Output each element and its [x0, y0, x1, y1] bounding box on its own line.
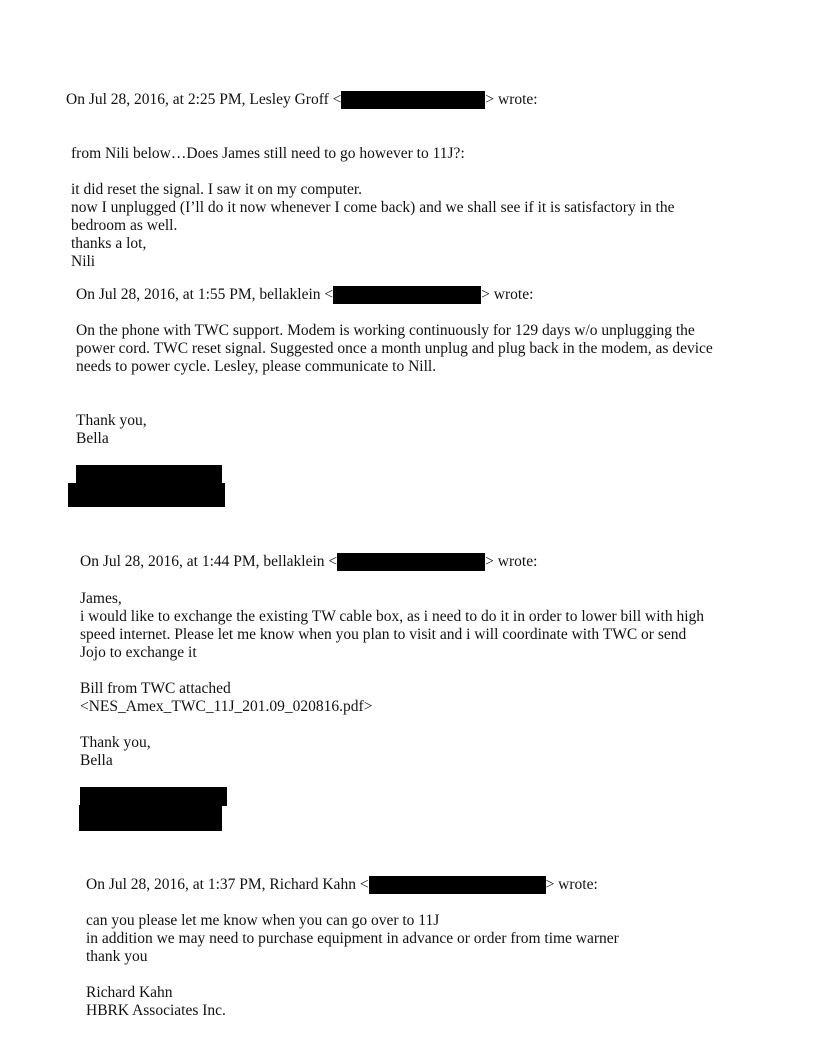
email-header-prefix: On Jul 28, 2016, at 1:44 PM, bellaklein <	[80, 553, 338, 570]
body-line: thank you	[86, 948, 148, 965]
redacted-email-address	[341, 91, 485, 109]
email-header-suffix: > wrote:	[481, 286, 534, 303]
body-line: can you please let me know when you can go over to 11J	[86, 912, 440, 929]
redacted-signature-block	[80, 787, 227, 806]
redacted-email-address	[333, 286, 481, 304]
signature: Bella	[76, 430, 109, 447]
body-line: speed internet. Please let me know when you plan to visit and i will coordinate with TWC or send	[80, 626, 687, 643]
attachment-name[interactable]: <NES_Amex_TWC_11J_201.09_020816.pdf>	[80, 698, 373, 715]
quoted-line: now I unplugged (I’ll do it now whenever I come back) and we shall see if it is satisfactory in the	[71, 199, 675, 216]
email-header-prefix: On Jul 28, 2016, at 2:25 PM, Lesley Groff <	[66, 91, 342, 108]
email-header-prefix: On Jul 28, 2016, at 1:55 PM, bellaklein <	[76, 286, 334, 303]
quoted-line: bedroom as well.	[71, 217, 178, 234]
signature-name: Richard Kahn	[86, 984, 173, 1001]
email-header	[66, 91, 538, 109]
redacted-signature-block	[76, 465, 222, 484]
email-header	[80, 553, 537, 571]
attachment-note: Bill from TWC attached	[80, 680, 231, 697]
body-line: i would like to exchange the existing TW cable box, as i need to do it in order to lower bill with high	[80, 608, 705, 625]
email-intro: from Nili below…Does James still need to go however to 11J?:	[71, 145, 465, 162]
email-header	[76, 286, 533, 304]
body-line: On the phone with TWC support. Modem is working continuously for 129 days w/o unplugging the	[76, 322, 695, 339]
email-header-prefix: On Jul 28, 2016, at 1:37 PM, Richard Kahn <	[86, 876, 369, 893]
quoted-line: Nili	[71, 253, 96, 270]
body-line: needs to power cycle. Lesley, please communicate to Nill.	[76, 358, 437, 375]
quoted-line: thanks a lot,	[71, 235, 147, 252]
signature: Bella	[80, 752, 113, 769]
closing: Thank you,	[76, 412, 147, 429]
email-header-suffix: > wrote:	[545, 876, 598, 893]
greeting: James,	[80, 590, 122, 607]
redacted-signature-block	[79, 805, 222, 831]
body-line: Jojo to exchange it	[80, 644, 197, 661]
redacted-email-address	[337, 553, 485, 571]
body-line: power cord. TWC reset signal. Suggested once a month unplug and plug back in the modem, as device	[76, 340, 713, 357]
closing: Thank you,	[80, 734, 151, 751]
email-header	[86, 876, 598, 894]
redacted-signature-block	[68, 483, 225, 507]
email-header-suffix: > wrote:	[485, 91, 538, 108]
signature-company: HBRK Associates Inc.	[86, 1002, 226, 1019]
quoted-line: it did reset the signal. I saw it on my computer.	[71, 181, 363, 198]
redacted-email-address	[369, 876, 546, 894]
body-line: in addition we may need to purchase equipment in advance or order from time warner	[86, 930, 619, 947]
email-header-suffix: > wrote:	[485, 553, 538, 570]
